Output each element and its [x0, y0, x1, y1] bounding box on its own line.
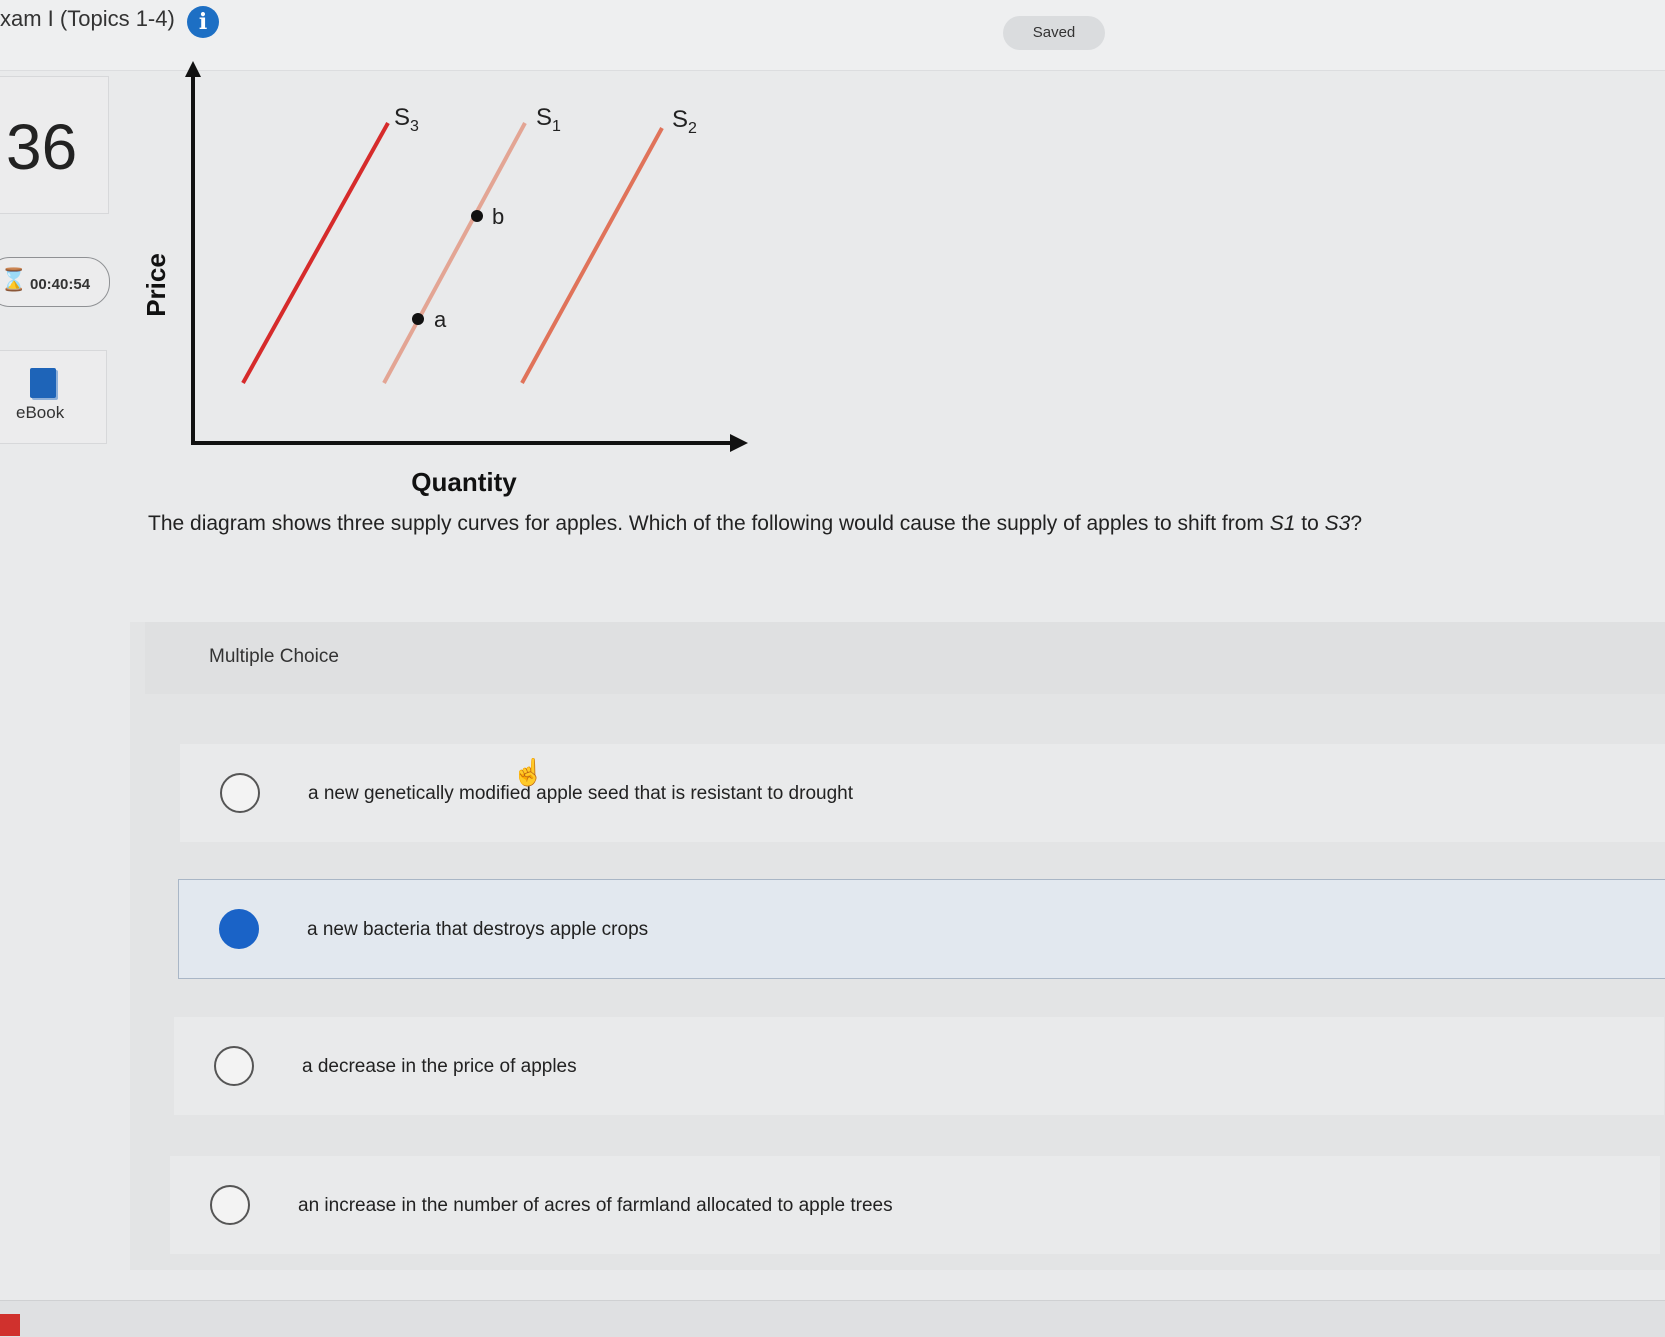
radio-button-4[interactable] — [210, 1185, 250, 1225]
book-icon — [30, 368, 56, 398]
question-end: ? — [1350, 512, 1362, 535]
point-label-b: b — [492, 204, 505, 229]
question-number: 36 — [6, 111, 78, 183]
point-a — [412, 313, 424, 325]
choice-text-4: an increase in the number of acres of farmland allocated to apple trees — [298, 1195, 893, 1216]
question-text — [148, 512, 1362, 536]
choice-option-3[interactable] — [174, 1017, 1664, 1115]
choice-option-4[interactable] — [170, 1156, 1660, 1254]
y-axis-arrow — [185, 61, 201, 77]
exam-title: xam I (Topics 1-4) — [0, 6, 175, 31]
curve-label-s3: $S_3$ — [394, 104, 419, 135]
curve-s1 — [384, 123, 525, 383]
curve-s3 — [243, 123, 388, 383]
point-label-a: a — [434, 307, 447, 332]
curve-s2 — [522, 128, 662, 383]
red-marker — [0, 1314, 20, 1336]
x-axis-label: Quantity — [411, 467, 517, 497]
choice-text-1: a new genetically modified apple seed that is resistant to drought — [308, 783, 853, 804]
bottom-bar — [0, 1300, 1665, 1337]
question-to: S3 — [1324, 512, 1351, 535]
multiple-choice-label: Multiple Choice — [209, 646, 339, 667]
ebook-label: eBook — [16, 403, 65, 422]
multiple-choice-header — [145, 622, 1665, 694]
x-axis-arrow — [730, 434, 748, 452]
question-connector: to — [1295, 512, 1325, 535]
curve-label-s1: $S_1$ — [536, 104, 561, 135]
point-b — [471, 210, 483, 222]
choice-text-3: a decrease in the price of apples — [302, 1056, 577, 1077]
info-icon[interactable]: i — [187, 6, 219, 38]
choice-option-2[interactable] — [178, 879, 1665, 979]
saved-status-badge: Saved — [1003, 16, 1105, 50]
choice-option-1[interactable] — [180, 744, 1665, 842]
question-body: The diagram shows three supply curves for apples. Which of the following would cause the supply of apples to shift from — [148, 512, 1270, 535]
timer-value: 00:40:54 — [30, 276, 91, 293]
radio-button-3[interactable] — [214, 1046, 254, 1086]
y-axis-label: Price — [141, 253, 171, 317]
hand-cursor-icon: ☝ — [512, 757, 545, 787]
radio-button-2[interactable] — [219, 909, 259, 949]
radio-button-1[interactable] — [220, 773, 260, 813]
question-from: S1 — [1269, 512, 1296, 535]
choice-text-2: a new bacteria that destroys apple crops — [307, 919, 649, 940]
hourglass-icon: ⌛ — [0, 267, 28, 292]
supply-curve-diagram — [140, 55, 780, 505]
curve-label-s2: $S_2$ — [672, 106, 697, 137]
